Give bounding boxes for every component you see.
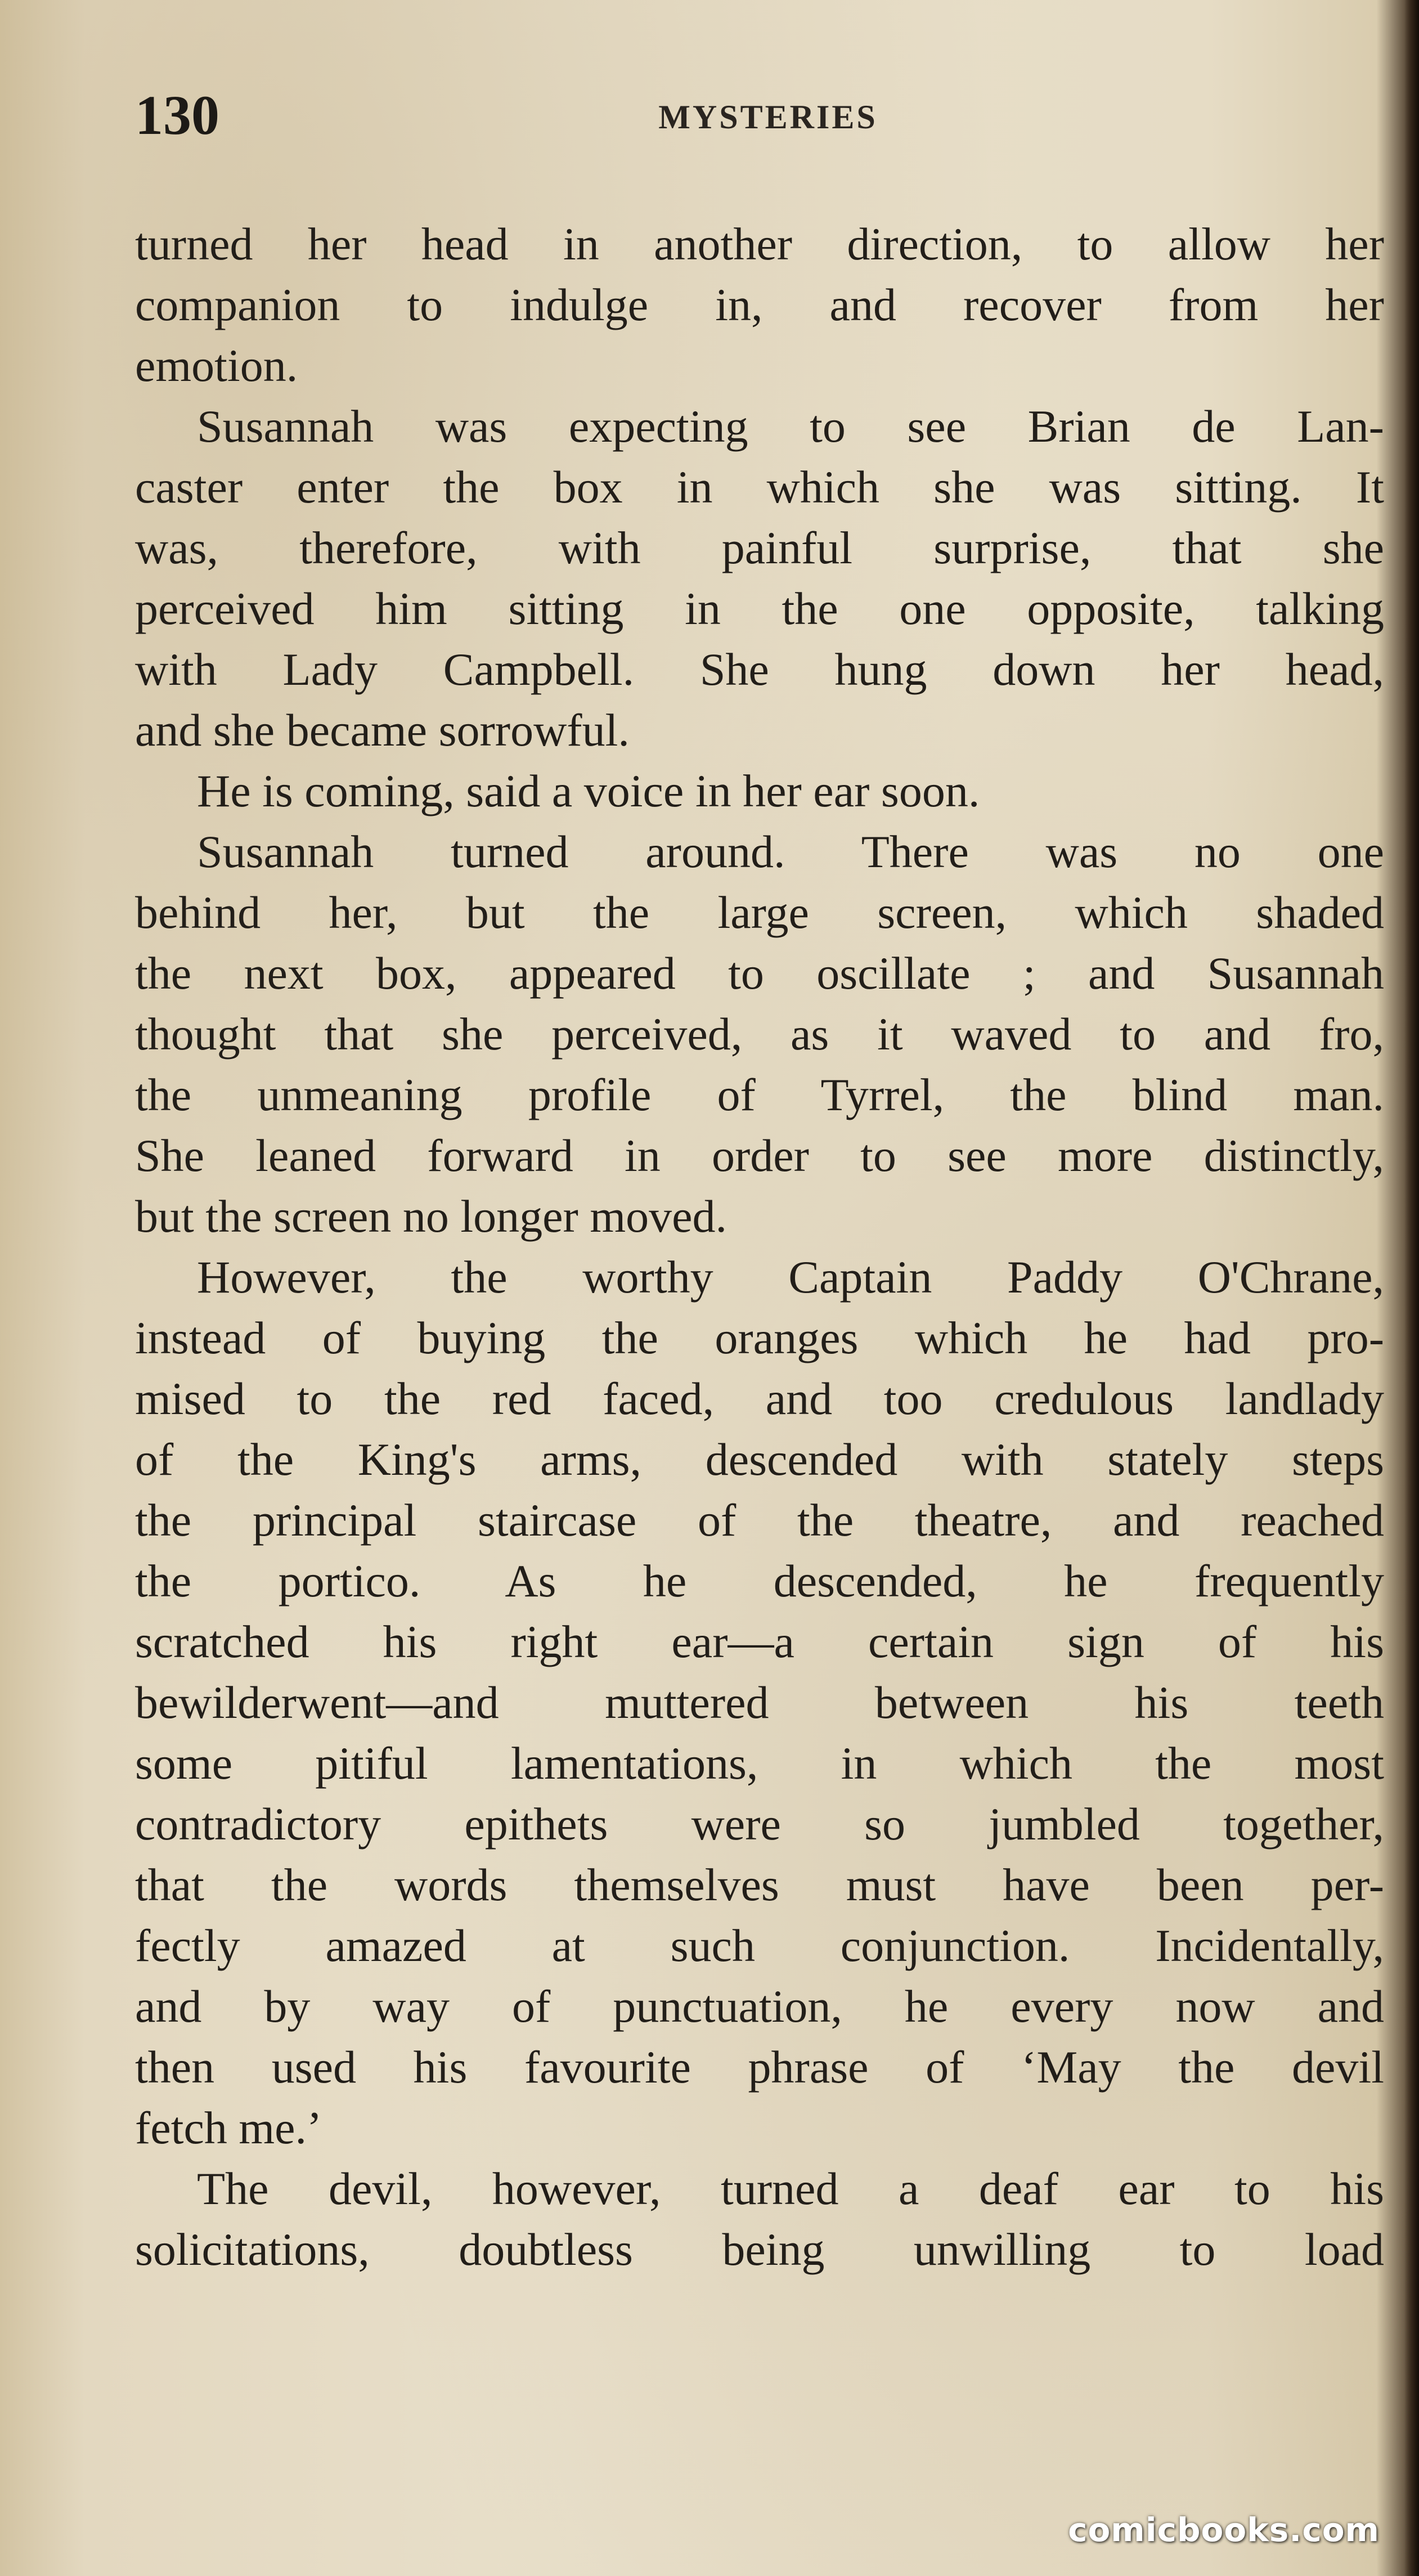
- running-head: [135, 84, 1401, 146]
- text-line: behind her, but the large screen, which shaded: [135, 887, 1384, 938]
- text-line: bewilderwent—and muttered between his teeth: [135, 1677, 1384, 1728]
- text-line: The devil, however, turned a deaf ear to his: [197, 2163, 1384, 2214]
- text-line: and by way of punctuation, he every now and: [135, 1981, 1384, 2032]
- page-number: 130: [135, 84, 219, 146]
- text-line: fetch me.’: [135, 2102, 322, 2153]
- text-line: caster enter the box in which she was sitting. It: [135, 461, 1384, 513]
- text-line: the portico. As he descended, he frequently: [135, 1555, 1384, 1606]
- text-line: was, therefore, with painful surprise, that she: [135, 522, 1384, 573]
- text-line: solicitations, doubtless being unwilling to load: [135, 2224, 1384, 2275]
- text-line: emotion.: [135, 340, 298, 391]
- text-line: Susannah was expecting to see Brian de Lan-: [197, 401, 1384, 452]
- text-line: and she became sorrowful.: [135, 704, 630, 756]
- text-line: However, the worthy Captain Paddy O'Chrane,: [197, 1251, 1384, 1303]
- running-title: MYSTERIES: [658, 98, 878, 136]
- text-line: instead of buying the oranges which he had pro-: [135, 1312, 1384, 1363]
- text-line: with Lady Campbell. She hung down her head,: [135, 644, 1384, 695]
- text-line: thought that she perceived, as it waved to and fro,: [135, 1008, 1384, 1060]
- text-line: mised to the red faced, and too credulous landlady: [135, 1373, 1384, 1424]
- text-line: the next box, appeared to oscillate ; and Susannah: [135, 948, 1384, 999]
- text-line: perceived him sitting in the one opposite, talking: [135, 583, 1384, 634]
- text-line: Susannah turned around. There was no one: [197, 826, 1384, 877]
- watermark: comicbooks.com: [1068, 2511, 1380, 2549]
- text-line: turned her head in another direction, to allow her: [135, 218, 1384, 270]
- text-line: the unmeaning profile of Tyrrel, the blind man.: [135, 1069, 1384, 1120]
- text-line: contradictory epithets were so jumbled together,: [135, 1798, 1384, 1850]
- text-line: that the words themselves must have been per-: [135, 1859, 1384, 1910]
- text-line: fectly amazed at such conjunction. Incidentally,: [135, 1920, 1384, 1971]
- text-line: companion to indulge in, and recover from her: [135, 279, 1384, 330]
- page-edge-shadow: [1404, 0, 1419, 2576]
- text-line: some pitiful lamentations, in which the most: [135, 1738, 1384, 1789]
- text-line: scratched his right ear—a certain sign of his: [135, 1616, 1384, 1667]
- text-line: then used his favourite phrase of ‘May the devil: [135, 2041, 1384, 2093]
- body-text: [135, 214, 1384, 2280]
- text-line: She leaned forward in order to see more distinctly,: [135, 1130, 1384, 1181]
- text-line: He is coming, said a voice in her ear soon.: [197, 765, 980, 816]
- text-line: the principal staircase of the theatre, and reached: [135, 1495, 1384, 1546]
- text-line: of the King's arms, descended with stately steps: [135, 1434, 1384, 1485]
- text-line: but the screen no longer moved.: [135, 1191, 728, 1242]
